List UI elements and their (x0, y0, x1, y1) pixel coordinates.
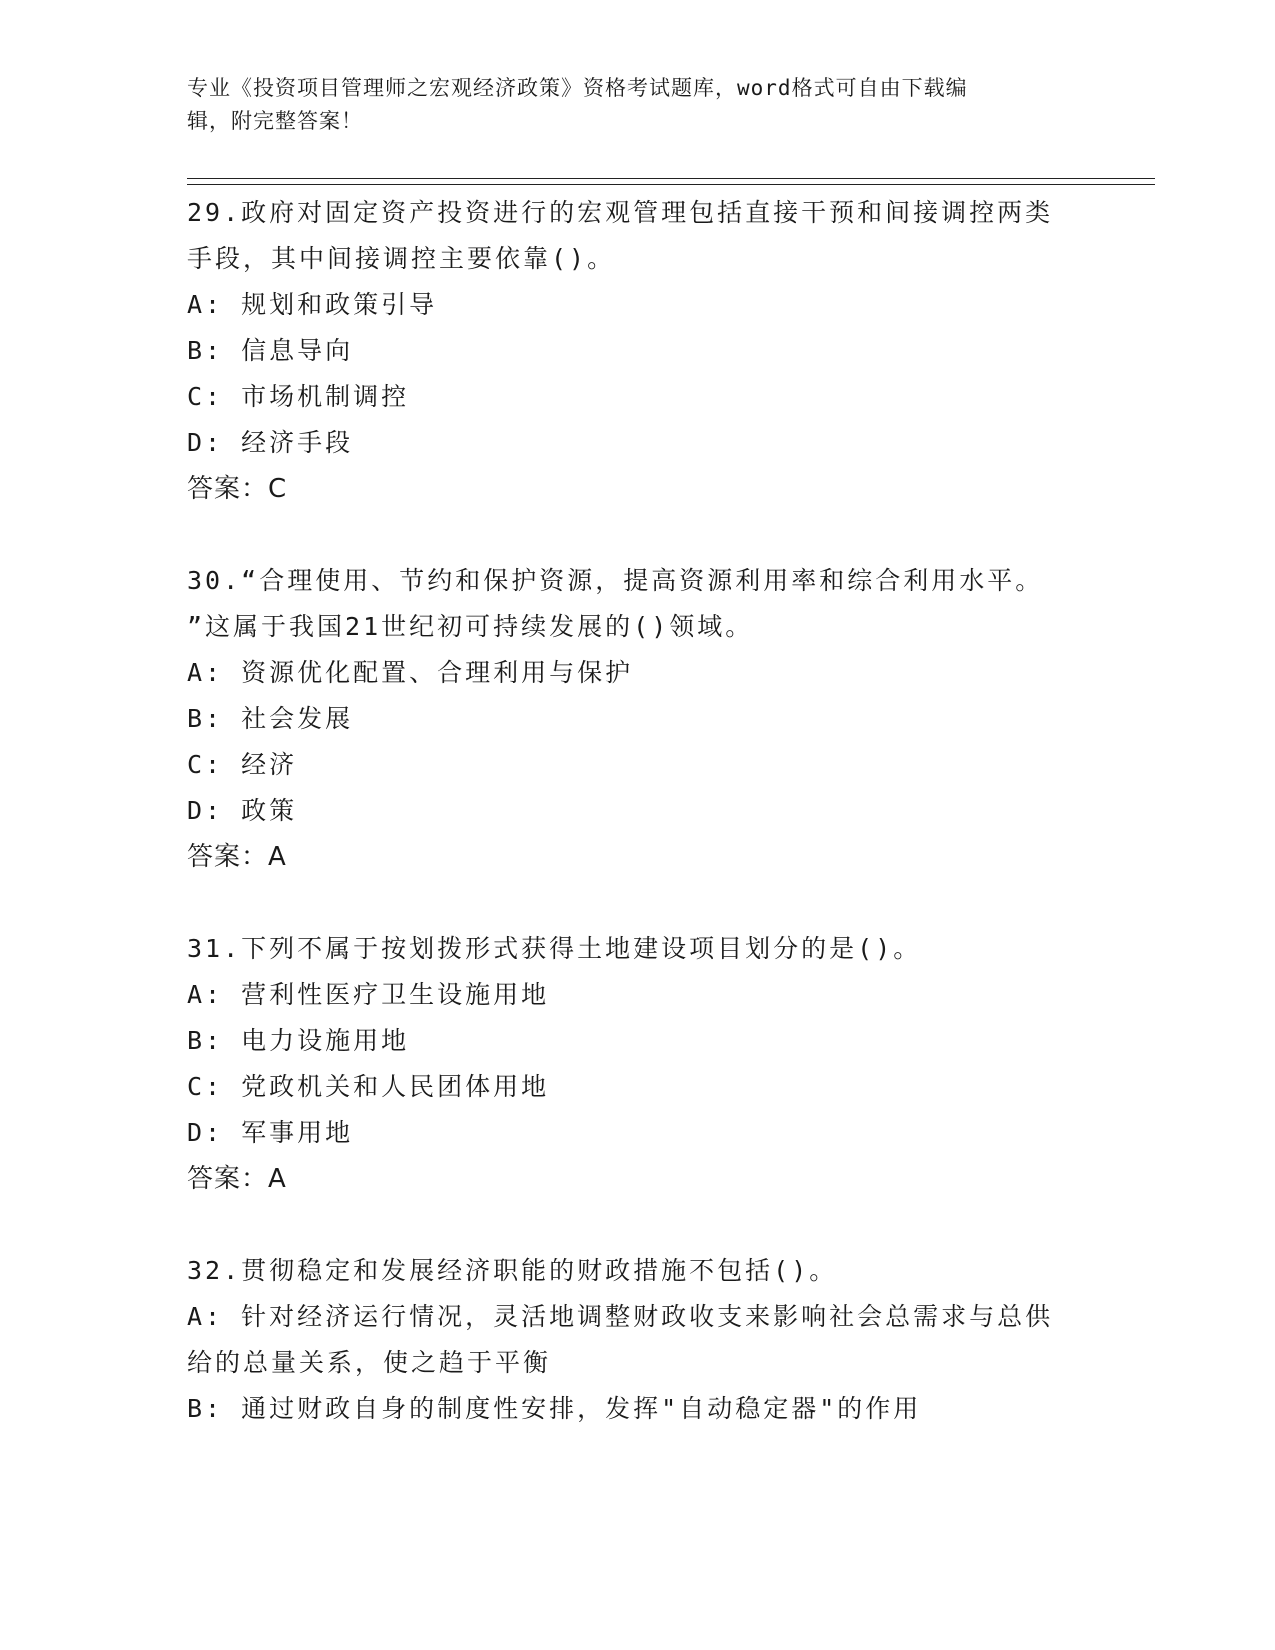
question-30 (187, 558, 1087, 880)
option-d: D: 经济手段 (187, 428, 354, 457)
option-b: B: 社会发展 (187, 704, 354, 733)
option-c: C: 党政机关和人民团体用地 (187, 1072, 550, 1101)
question-spacer (187, 880, 1087, 926)
answer: 答案：C (187, 474, 288, 504)
question-stem: 29.政府对固定资产投资进行的宏观管理包括直接干预和间接调控两类 (187, 198, 1054, 227)
option-d: D: 军事用地 (187, 1118, 354, 1147)
question-spacer (187, 1202, 1087, 1248)
option-b: B: 电力设施用地 (187, 1026, 410, 1055)
question-31 (187, 926, 1087, 1202)
question-stem-continued: 手段，其中间接调控主要依靠()。 (187, 244, 616, 273)
option-a-continued: 给的总量关系，使之趋于平衡 (187, 1348, 552, 1377)
question-list (187, 190, 1087, 1432)
answer: 答案：A (187, 842, 287, 872)
question-stem: 30.“合理使用、节约和保护资源，提高资源利用率和综合利用水平。 (187, 566, 1044, 595)
option-a: A: 规划和政策引导 (187, 290, 438, 319)
option-a: A: 营利性医疗卫生设施用地 (187, 980, 550, 1009)
option-b: B: 通过财政自身的制度性安排，发挥"自动稳定器"的作用 (187, 1394, 922, 1423)
option-b: B: 信息导向 (187, 336, 354, 365)
option-a: A: 资源优化配置、合理利用与保护 (187, 658, 634, 687)
question-32 (187, 1248, 1087, 1432)
header-line-2: 辑，附完整答案！ (187, 109, 363, 133)
option-a: A: 针对经济运行情况，灵活地调整财政收支来影响社会总需求与总供 (187, 1302, 1054, 1331)
header-rule-top (187, 178, 1155, 179)
question-stem-continued: ”这属于我国21世纪初可持续发展的()领域。 (187, 612, 754, 641)
document-header (187, 72, 1087, 138)
question-spacer (187, 512, 1087, 558)
question-stem: 31.下列不属于按划拨形式获得土地建设项目划分的是()。 (187, 934, 922, 963)
question-29 (187, 190, 1087, 512)
header-rule-bottom (187, 184, 1155, 185)
answer: 答案：A (187, 1164, 287, 1194)
option-d: D: 政策 (187, 796, 298, 825)
option-c: C: 经济 (187, 750, 298, 779)
header-line-1: 专业《投资项目管理师之宏观经济政策》资格考试题库，word格式可自由下载编 (187, 76, 968, 100)
question-stem: 32.贯彻稳定和发展经济职能的财政措施不包括()。 (187, 1256, 838, 1285)
option-c: C: 市场机制调控 (187, 382, 410, 411)
